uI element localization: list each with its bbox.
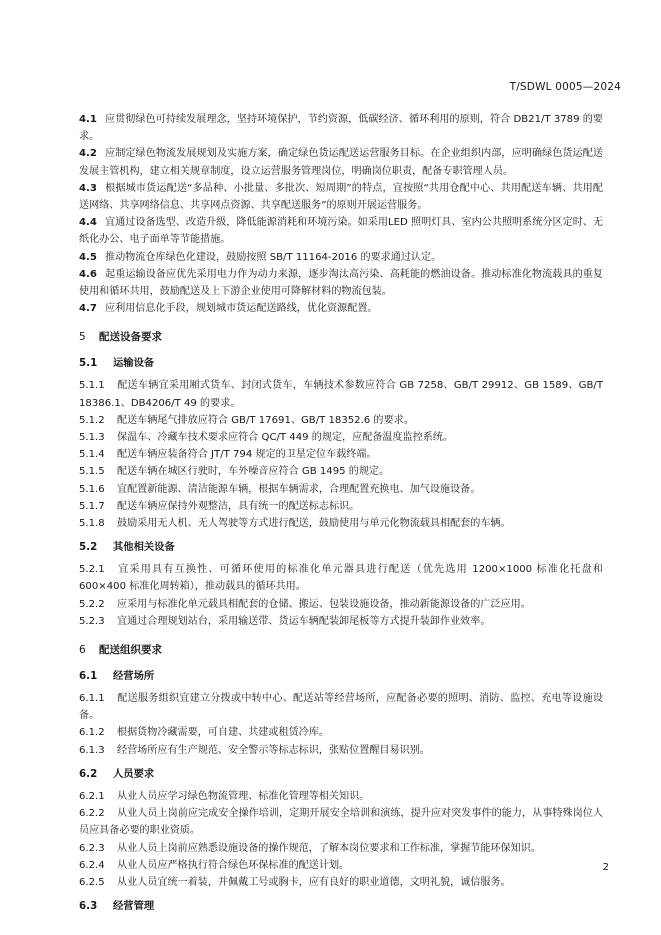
clause-number: 5.1.1	[79, 380, 105, 392]
clause-text: 配送车辆在城区行驶时，车外噪音应符合 GB 1495 的规定。	[117, 466, 390, 478]
clause-text: 配送车辆应保持外观整洁，具有统一的配送标志标识。	[117, 500, 360, 512]
clause-text: 宜配置新能源、清洁能源车辆，根据车辆需求，合理配置充换电、加气设施设备。	[117, 483, 481, 495]
chapter-title: 配送组织要求	[99, 644, 162, 657]
clause-text: 应利用信息化手段，规划城市货运配送路线，优化资源配置。	[105, 303, 378, 315]
clause-number: 5.1.5	[79, 466, 105, 478]
section-6-1-heading	[79, 668, 603, 685]
clause-text: 应贯彻绿色可持续发展理念，坚持环境保护，节约资源，低碳经济、循环利用的原则，符合 DB21/T 3789 的要求。	[79, 114, 603, 143]
clause-number: 5.1.8	[79, 518, 105, 530]
clause-number: 5.1.2	[79, 414, 105, 426]
clause-text: 应制定绿色物流发展规划及实施方案，确定绿色货运配送运营服务目标。在企业组织内部，应明确绿色货运配送发展主管机构，建立相关规章制度，设立运营服务管理岗位，明确岗位职责，配备专职管理人员。	[79, 148, 603, 177]
clause-text: 保温车、冷藏车技术要求应符合 QC/T 449 的规定，应配备温度监控系统。	[117, 432, 454, 444]
clause-number: 4.5	[79, 251, 97, 263]
clause-number: 4.3	[79, 182, 97, 194]
clause-5-1-5	[79, 463, 603, 480]
clause-text: 从业人员宜统一着装，并佩戴工号或胸卡，应有良好的职业道德，文明礼貌，诚信服务。	[117, 876, 511, 888]
section-number: 6.1	[79, 670, 98, 683]
clause-number: 5.1.3	[79, 432, 105, 444]
clause-number: 6.2.1	[79, 790, 105, 802]
clause-6-2-4	[79, 857, 603, 874]
clause-5-1-4	[79, 446, 603, 463]
clause-6-1-3	[79, 742, 603, 759]
clause-number: 4.2	[79, 148, 97, 160]
document-code: T/SDWL 0005—2024	[509, 81, 621, 93]
chapter-number: 5	[79, 331, 86, 344]
clause-5-1-7	[79, 498, 603, 515]
section-title: 经营管理	[113, 900, 155, 913]
section-title: 其他相关设备	[113, 541, 175, 554]
clause-5-2-3	[79, 613, 603, 630]
clause-5-1-8	[79, 515, 603, 532]
clause-4-7	[79, 300, 603, 317]
clause-text: 根据城市货运配送“多品种、小批量、多批次、短周期”的特点，宜按照“共用仓配中心、共用配送车辆、共用配送网络、共享网络信息、共享网点资源、共享配送服务”的原则开展运营服务。	[79, 182, 603, 212]
clause-number: 5.1.6	[79, 483, 105, 495]
clause-6-1-1	[79, 690, 603, 724]
clause-number: 5.2.3	[79, 615, 105, 627]
clause-4-6	[79, 266, 603, 300]
clause-text: 宜通过合理规划站台，采用输送带、货运车辆配装卸尾板等方式提升装卸作业效率。	[117, 615, 491, 627]
clause-number: 5.2.1	[79, 564, 105, 576]
clause-5-1-1	[79, 377, 603, 411]
section-5-2-heading	[79, 539, 603, 556]
section-5-1-heading	[79, 355, 603, 372]
clause-number: 6.1.2	[79, 727, 105, 739]
clause-4-1	[79, 111, 603, 145]
clause-number: 6.1.1	[79, 693, 105, 705]
clause-6-2-5	[79, 874, 603, 891]
section-6-2-heading	[79, 766, 603, 783]
clause-4-2	[79, 145, 603, 179]
clause-number: 6.2.4	[79, 859, 105, 871]
clause-text: 起重运输设备应优先采用电力作为动力来源，逐步淘汰高污染、高耗能的燃油设备。推动标准化物流载具的重复使用和循环共用，鼓励配送及上下游企业使用可降解材料的物流包装。	[79, 268, 603, 298]
clause-text: 配送车辆宜采用厢式货车、封闭式货车，车辆技术参数应符合 GB 7258、GB/T 29912、GB 1589、GB/T 18386.1、DB4206/T 49 的要求。	[79, 380, 603, 409]
clause-text: 宜通过设备选型、改造升级，降低能源消耗和环境污染。如采用LED 照明灯具、室内公共照明系统分区定时、无纸化办公、电子面单等节能措施。	[79, 217, 603, 246]
section-title: 人员要求	[113, 767, 155, 780]
clause-text: 从业人员上岗前应熟悉设施设备的操作规范，了解本岗位要求和工作标准，掌握节能环保知识。	[117, 842, 541, 854]
page-number: 2	[602, 862, 609, 873]
clause-number: 6.2.5	[79, 876, 105, 888]
clause-5-1-3	[79, 429, 603, 446]
section-number: 5.2	[79, 541, 98, 554]
clause-4-3	[79, 180, 603, 214]
section-title: 运输设备	[113, 357, 155, 370]
clause-5-1-2	[79, 412, 603, 429]
clause-text: 从业人员上岗前应完成安全操作培训，定期开展安全培训和演练，提升应对突发事件的能力，从事特殊岗位人员应具备必要的职业资质。	[79, 808, 603, 837]
section4-list	[79, 111, 603, 317]
clause-6-2-3	[79, 840, 603, 857]
clause-text: 从业人员应学习绿色物流管理、标准化管理等相关知识。	[117, 790, 370, 802]
clause-number: 6.2.2	[79, 808, 105, 820]
clause-5-2-2	[79, 596, 603, 613]
chapter-number: 6	[79, 644, 86, 657]
clause-text: 宜采用具有互换性、可循环使用的标准化单元器具进行配送（优先选用 1200×1000 标准化托盘和 600×400 标准化周转箱），推动载具的循环共用。	[79, 564, 603, 593]
document-body	[79, 111, 603, 920]
clause-text: 根据货物冷藏需要，可自建、共建或租赁冷库。	[117, 727, 329, 739]
clause-text: 配送服务组织宜建立分拨或中转中心、配送站等经营场所，应配备必要的照明、消防、监控、充电等设施设备。	[79, 693, 603, 722]
clause-text: 应采用与标准化单元载具相配套的仓储、搬运、包装设施设备，推动新能源设备的广泛应用。	[117, 598, 531, 610]
clause-number: 4.4	[79, 217, 97, 229]
clause-text: 配送车辆尾气排放应符合 GB/T 17691、GB/T 18352.6 的要求。	[117, 414, 414, 426]
clause-number: 6.2.3	[79, 842, 105, 854]
clause-text: 经营场所应有生产规范、安全警示等标志标识，张贴位置醒目易识别。	[117, 744, 430, 756]
clause-5-1-6	[79, 481, 603, 498]
clause-6-1-2	[79, 724, 603, 741]
clause-number: 6.1.3	[79, 744, 105, 756]
clause-number: 5.1.4	[79, 449, 105, 461]
clause-5-2-1	[79, 561, 603, 595]
clause-text: 从业人员应严格执行符合绿色环保标准的配送计划。	[117, 859, 350, 871]
clause-text: 推动物流仓库绿色化建设，鼓励按照 SB/T 11164-2016 的要求通过认定。	[105, 251, 442, 263]
clause-text: 配送车辆应装备符合 JT/T 794 规定的卫星定位车载终端。	[117, 449, 377, 461]
clause-number: 4.7	[79, 303, 97, 315]
chapter-6-heading	[79, 642, 603, 659]
chapter-5-heading	[79, 329, 603, 346]
clause-text: 鼓励采用无人机、无人驾驶等方式进行配送，鼓励使用与单元化物流载具相配套的车辆。	[117, 518, 511, 530]
chapter-title: 配送设备要求	[99, 331, 162, 344]
clause-6-2-2	[79, 805, 603, 839]
clause-number: 4.1	[79, 114, 97, 125]
section-6-3-heading	[79, 898, 603, 915]
clause-number: 5.2.2	[79, 598, 105, 610]
clause-number: 4.6	[79, 268, 97, 280]
clause-number: 5.1.7	[79, 500, 105, 512]
section-number: 6.3	[79, 900, 98, 913]
clause-6-2-1	[79, 788, 603, 805]
section-number: 5.1	[79, 357, 98, 370]
section-number: 6.2	[79, 767, 98, 780]
clause-4-5	[79, 249, 603, 266]
section-title: 经营场所	[113, 670, 155, 683]
clause-4-4	[79, 214, 603, 248]
